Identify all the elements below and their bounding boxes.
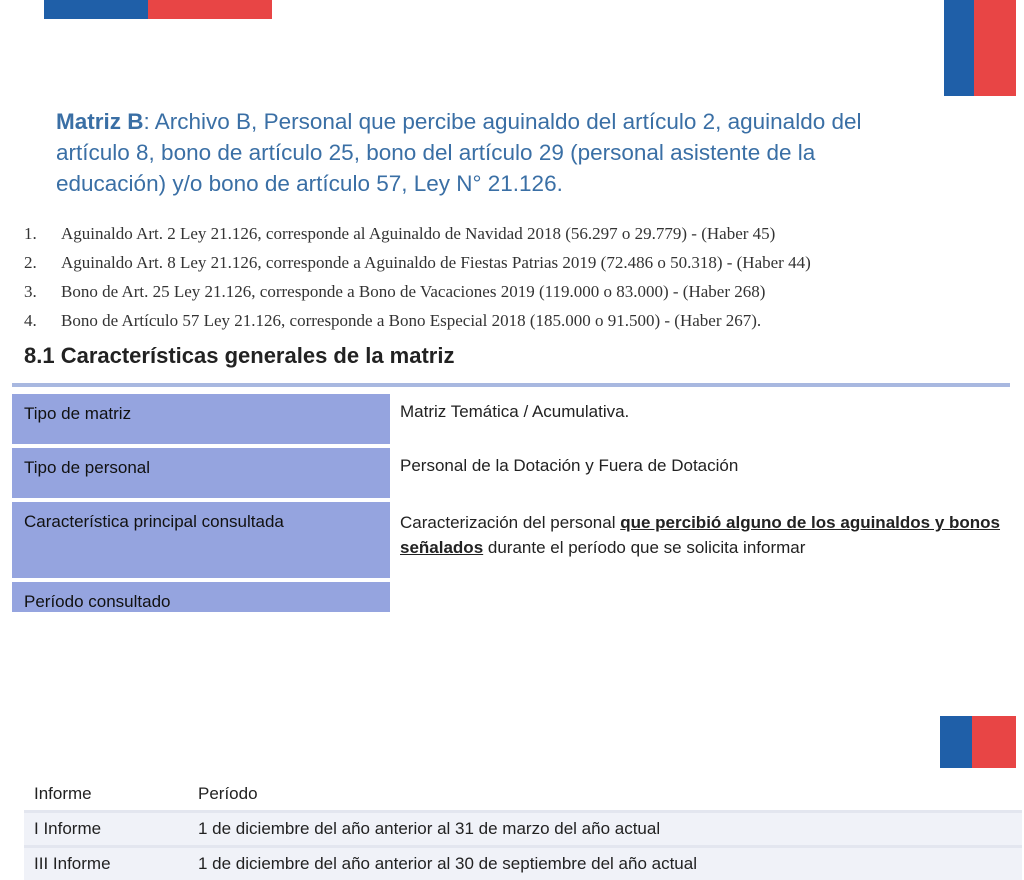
period-subtable	[24, 780, 1022, 880]
list-item: 1. Aguinaldo Art. 2 Ley 21.126, corresponde al Aguinaldo de Navidad 2018 (56.297 o 29.779) - (Haber 45)	[24, 220, 984, 249]
row-value: Matriz Temática / Acumulativa.	[390, 394, 1010, 444]
flag-red	[148, 0, 272, 19]
cell-informe: III Informe	[24, 847, 188, 880]
subtable-header	[24, 780, 1022, 812]
flag-bar-top	[44, 0, 272, 19]
row-value	[390, 582, 1010, 612]
flag-blue	[940, 716, 972, 768]
page-title	[56, 106, 926, 199]
subtable-row	[24, 812, 1022, 847]
title-rest: : Archivo B, Personal que percibe aguinaldo del artículo 2, aguinaldo del artículo 8, bono de artículo 25, bono del artículo 29 (personal asistente de la educación) y/o bono de artículo 57, Ley N° 21.126.	[56, 109, 862, 196]
flag-blue	[944, 0, 974, 96]
row-label: Tipo de personal	[12, 448, 390, 498]
row-label: Tipo de matriz	[12, 394, 390, 444]
header-periodo: Período	[188, 780, 1022, 812]
row-value: Caracterización del personal que percibió alguno de los aguinaldos y bonos señalados durante el período que se solicita informar	[390, 502, 1010, 578]
table-row	[12, 394, 1010, 444]
emphasis-text: que percibió alguno de los aguinaldos y bonos señalados	[400, 513, 1000, 557]
item-list	[24, 220, 984, 336]
flag-bar-right	[944, 0, 1016, 96]
list-item: 2. Aguinaldo Art. 8 Ley 21.126, corresponde a Aguinaldo de Fiestas Patrias 2019 (72.486 o 50.318) - (Haber 44)	[24, 249, 984, 278]
flag-red	[974, 0, 1016, 96]
section-divider	[12, 383, 1010, 387]
flag-bar-bottom-right	[940, 716, 1016, 768]
list-item: 3. Bono de Art. 25 Ley 21.126, corresponde a Bono de Vacaciones 2019 (119.000 o 83.000) - (Haber 268)	[24, 278, 984, 307]
header-informe: Informe	[24, 780, 188, 812]
list-item: 4. Bono de Artículo 57 Ley 21.126, corresponde a Bono Especial 2018 (185.000 o 91.500) - (Haber 267).	[24, 307, 984, 336]
cell-periodo: 1 de diciembre del año anterior al 31 de marzo del año actual	[188, 812, 1022, 847]
table-row	[12, 502, 1010, 578]
matrix-table	[12, 390, 1010, 616]
subtable-row	[24, 847, 1022, 880]
row-label: Período consultado	[12, 582, 390, 612]
table-row	[12, 448, 1010, 498]
row-label: Característica principal consultada	[12, 502, 390, 578]
title-bold: Matriz B	[56, 109, 144, 134]
cell-periodo: 1 de diciembre del año anterior al 30 de septiembre del año actual	[188, 847, 1022, 880]
flag-red	[972, 716, 1016, 768]
flag-blue	[44, 0, 148, 19]
row-value: Personal de la Dotación y Fuera de Dotación	[390, 448, 1010, 498]
cell-informe: I Informe	[24, 812, 188, 847]
table-row	[12, 582, 1010, 612]
section-title: 8.1 Características generales de la matriz	[24, 343, 454, 369]
